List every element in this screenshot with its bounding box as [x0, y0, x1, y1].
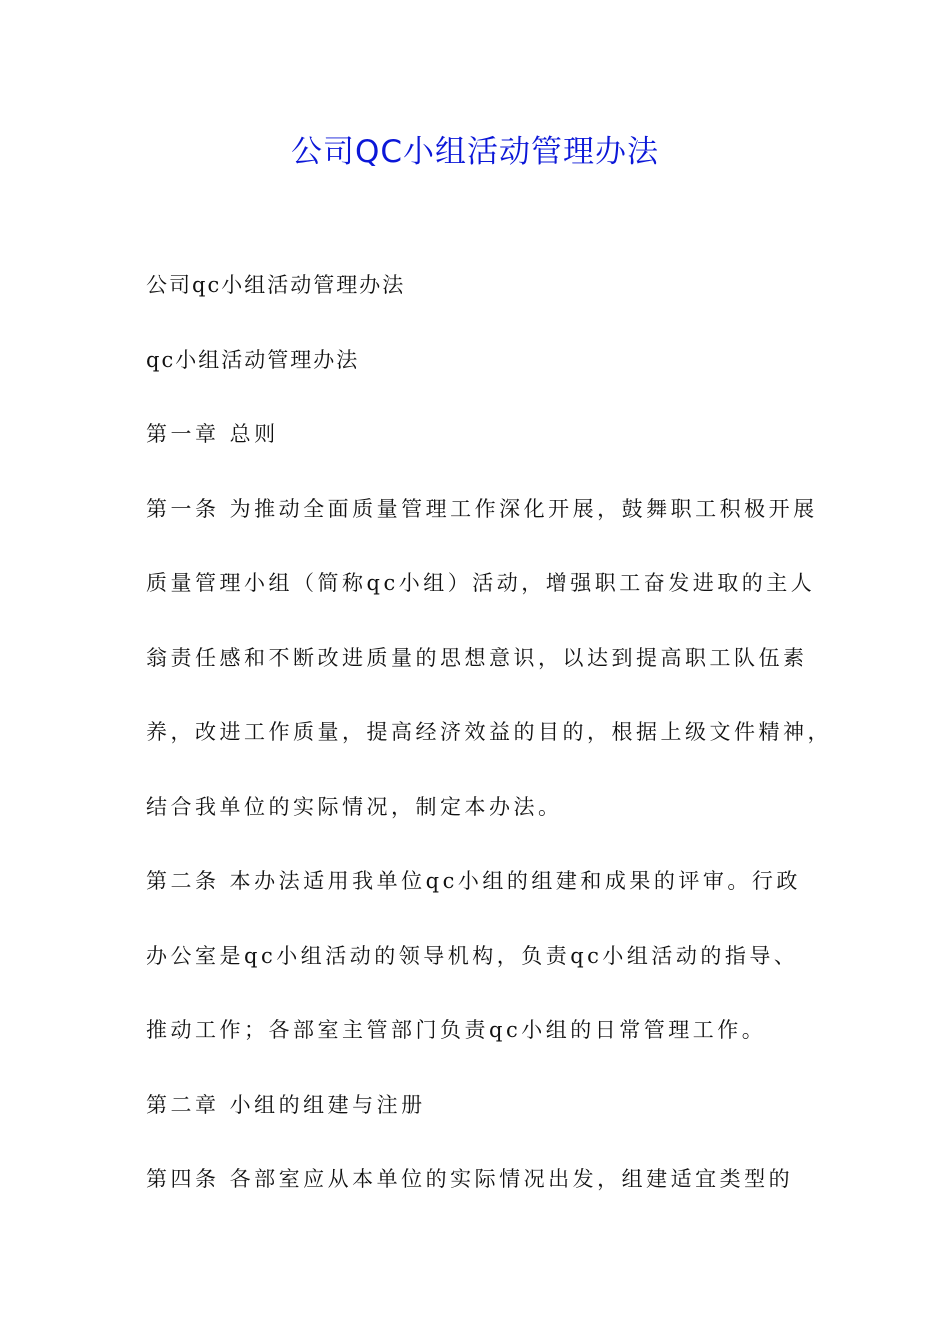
- document-body: [146, 261, 846, 1230]
- paragraph-line: 推动工作；各部室主管部门负责qc小组的日常管理工作。: [146, 1018, 767, 1042]
- paragraph-line: 质量管理小组（简称qc小组）活动，增强职工奋发进取的主人: [146, 571, 816, 595]
- paragraph-line: 养，改进工作质量，提高经济效益的目的，根据上级文件精神，: [146, 720, 832, 744]
- paragraph-line: 第四条 各部室应从本单位的实际情况出发，组建适宜类型的: [146, 1167, 794, 1191]
- paragraph-line: 第一条 为推动全面质量管理工作深化开展，鼓舞职工积极开展: [146, 496, 818, 521]
- paragraph-line: 公司qc小组活动管理办法: [146, 273, 406, 297]
- paragraph-line: 翁责任感和不断改进质量的思想意识，以达到提高职工队伍素: [146, 645, 808, 670]
- chapter-heading: 第二章 小组的组建与注册: [146, 1092, 426, 1117]
- paragraph-line: qc小组活动管理办法: [146, 347, 360, 372]
- paragraph-line: 第二条 本办法适用我单位qc小组的组建和成果的评审。行政: [146, 869, 801, 893]
- paragraph-line: 办公室是qc小组活动的领导机构，负责qc小组活动的指导、: [146, 943, 799, 968]
- chapter-heading: 第一章 总则: [146, 422, 279, 446]
- document-title: 公司QC小组活动管理办法: [290, 134, 660, 170]
- paragraph-line: 结合我单位的实际情况，制定本办法。: [146, 794, 563, 819]
